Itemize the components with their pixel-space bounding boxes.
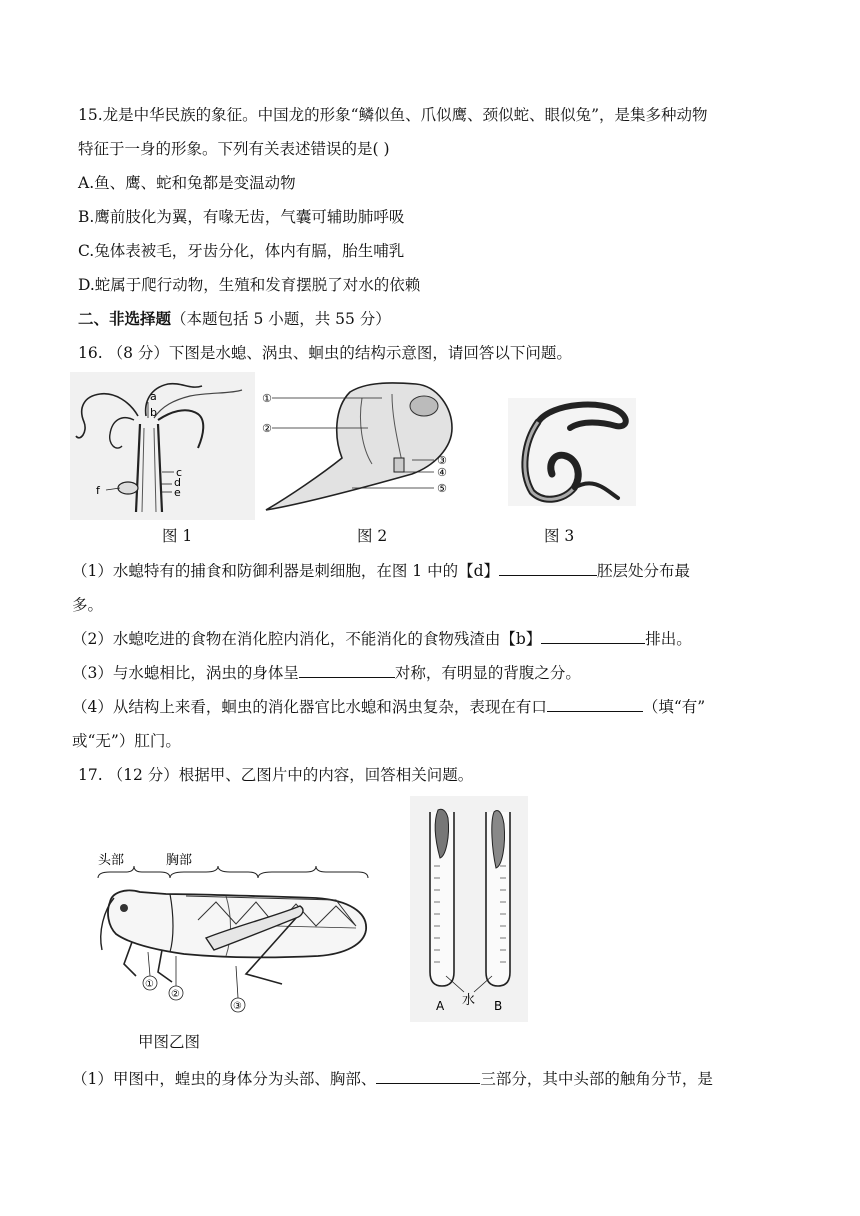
hydra-label-f: f <box>96 484 100 497</box>
planarian-label-2: ② <box>262 422 272 435</box>
planarian-label-4: ④ <box>437 466 447 479</box>
q16-sub1-cont: 多。 <box>72 596 104 614</box>
test-tube-figure <box>410 796 528 1022</box>
q15-option-c: C.兔体表被毛，牙齿分化，体内有膈，胎生哺乳 <box>78 242 405 260</box>
q15-stem-line1: 15.龙是中华民族的象征。中国龙的形象“鳞似鱼、爪似鹰、颈似蛇、眼似兔”，是集多种动物 <box>78 106 708 124</box>
tube-label-water: 水 <box>462 993 476 1008</box>
q15-option-d: D.蛇属于爬行动物，生殖和发育摆脱了对水的依赖 <box>78 276 421 294</box>
planarian-label-5: ⑤ <box>437 482 447 495</box>
q16-sub3-text-end: 对称，有明显的背腹之分。 <box>394 664 581 682</box>
planarian-figure <box>262 378 474 512</box>
q16-sub4-text: （4）从结构上来看，蛔虫的消化器官比水螅和涡虫复杂，表现在有口 <box>72 698 547 716</box>
q16-sub2-text-end: 排出。 <box>645 630 692 648</box>
q16-sub1 <box>72 560 690 582</box>
q16-sub4-text-mid: （填“有” <box>642 698 706 716</box>
q16-sub1-text-end: 胚层处分布最 <box>597 562 691 580</box>
hydra-label-d: d <box>174 476 181 489</box>
grasshopper-label-head: 头部 <box>98 853 125 868</box>
grasshopper-figure <box>86 846 386 1018</box>
q17-figure-caption: 甲图乙图 <box>138 1033 201 1051</box>
hydra-figure <box>70 372 255 520</box>
q15-option-b: B.鹰前肢化为翼，有喙无齿，气囊可辅助肺呼吸 <box>78 208 405 226</box>
planarian-label-1: ① <box>262 392 272 405</box>
figure1-caption: 图 1 <box>162 527 193 545</box>
section2-title: 二、非选择题 <box>78 309 172 328</box>
q16-sub2-text: （2）水螅吃进的食物在消化腔内消化，不能消化的食物残渣由【b】 <box>72 630 542 648</box>
q16-sub1-blank[interactable] <box>499 560 597 576</box>
hydra-label-e: e <box>174 486 181 499</box>
grasshopper-label-1: ① <box>145 979 154 990</box>
q15-option-a: A.鱼、鹰、蛇和兔都是变温动物 <box>78 174 296 192</box>
q16-sub3-blank[interactable] <box>299 662 395 678</box>
q17-stem: 17. （12 分）根据甲、乙图片中的内容，回答相关问题。 <box>78 766 474 784</box>
planarian-label-3: ③ <box>437 454 447 467</box>
hydra-label-c: c <box>176 466 183 479</box>
tube-label-a: A <box>436 999 445 1013</box>
q16-sub4-blank[interactable] <box>547 696 643 712</box>
grasshopper-label-2: ② <box>171 989 180 1000</box>
roundworm-figure <box>508 398 636 506</box>
figure3-caption: 图 3 <box>544 527 575 545</box>
tube-label-b: B <box>494 999 503 1013</box>
q16-sub3 <box>72 662 581 684</box>
section2-note: （本题包括 5 小题，共 55 分） <box>171 310 391 328</box>
grasshopper-label-3: ③ <box>233 1001 242 1012</box>
q16-sub2 <box>72 628 692 650</box>
q17-sub1-blank[interactable] <box>376 1068 480 1084</box>
grasshopper-label-thorax: 胸部 <box>166 853 193 868</box>
q17-sub1 <box>72 1068 713 1090</box>
q17-sub1-text-end: 三部分，其中头部的触角分节，是 <box>480 1070 713 1088</box>
hydra-label-a: a <box>150 390 157 403</box>
q16-sub2-blank[interactable] <box>541 628 645 644</box>
section2-heading <box>78 308 391 330</box>
q16-stem: 16. （8 分）下图是水螅、涡虫、蛔虫的结构示意图，请回答以下问题。 <box>78 344 572 362</box>
q17-sub1-text: （1）甲图中，蝗虫的身体分为头部、胸部、 <box>72 1070 377 1088</box>
q16-sub4-cont: 或“无”）肛门。 <box>72 732 181 750</box>
q15-stem-line2: 特征于一身的形象。下列有关表述错误的是( ) <box>78 140 390 158</box>
q16-sub1-text: （1）水螅特有的捕食和防御利器是刺细胞，在图 1 中的【d】 <box>72 562 500 580</box>
figure2-caption: 图 2 <box>357 527 388 545</box>
q16-sub3-text: （3）与水螅相比，涡虫的身体呈 <box>72 664 299 682</box>
hydra-label-b: b <box>150 406 157 419</box>
q16-sub4 <box>72 696 705 718</box>
